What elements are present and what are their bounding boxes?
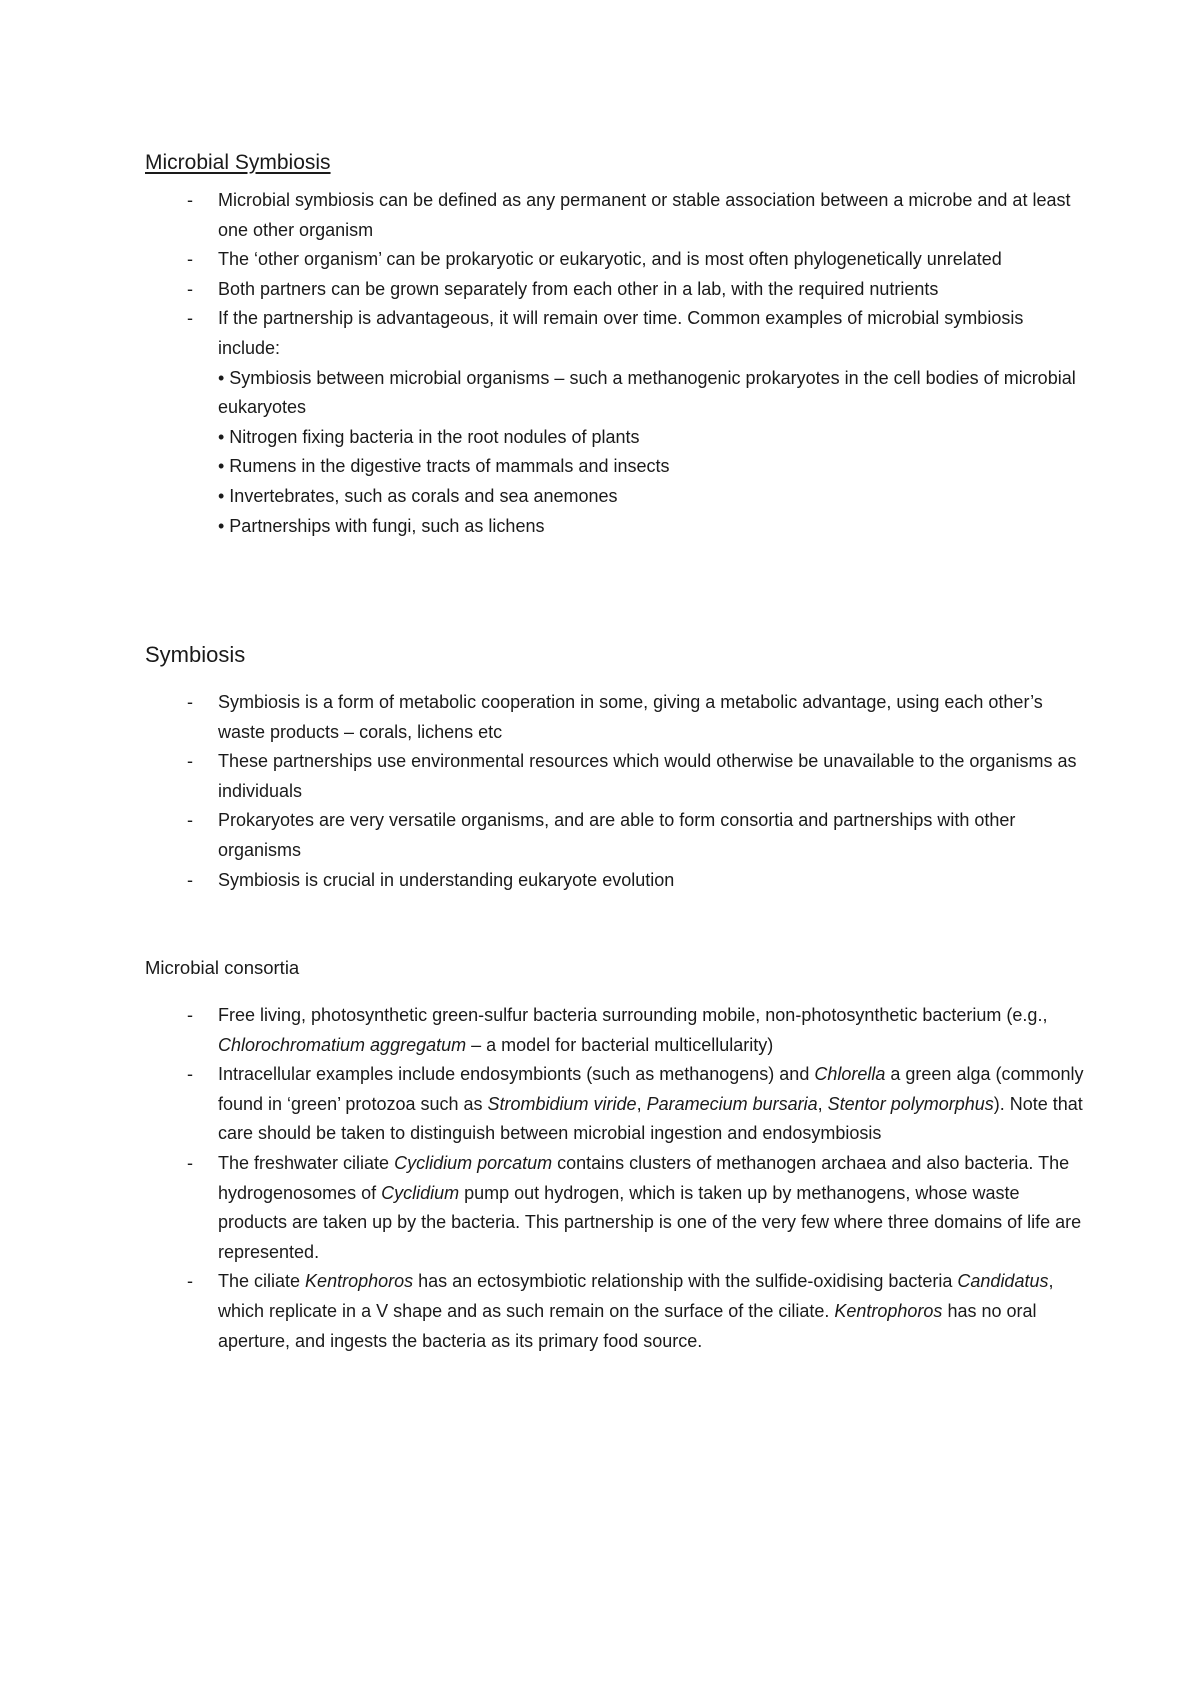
item-text: Prokaryotes are very versatile organisms, and are able to form consortia and partnerships with other organisms — [218, 810, 1016, 860]
list-item — [145, 1267, 1085, 1356]
dash-marker: - — [187, 692, 193, 712]
item-text: has an ectosymbiotic relationship with the sulfide-oxidising bacteria — [413, 1271, 958, 1292]
item-text: Both partners can be grown separately from each other in a lab, with the required nutrients — [218, 278, 939, 299]
item-text: Intracellular examples include endosymbionts (such as methanogens) and — [218, 1064, 815, 1085]
heading-symbiosis: Symbiosis — [145, 642, 246, 667]
dash-marker: - — [187, 249, 193, 270]
list-microbial-symbiosis — [145, 186, 1085, 541]
sub-bullet: • Nitrogen fixing bacteria in the root nodules of plants — [218, 426, 640, 447]
list-item — [145, 866, 1085, 896]
species-name: Cyclidium — [381, 1182, 460, 1203]
dash-marker: - — [187, 1064, 193, 1085]
heading-microbial-symbiosis: Microbial Symbiosis — [145, 151, 331, 174]
item-text: contains clusters of methanogen archaea and also bacteria. The hydrogenosomes of — [218, 1152, 1070, 1203]
dash-marker: - — [187, 810, 193, 831]
dash-marker: - — [187, 190, 193, 210]
section-microbial-symbiosis — [145, 148, 1085, 541]
item-text: The ‘other organism’ can be prokaryotic or eukaryotic, and is most often phylogenetically unrelated — [218, 249, 1002, 270]
item-text: The ciliate — [218, 1271, 306, 1292]
list-item — [145, 688, 1085, 747]
list-item — [145, 1149, 1085, 1267]
species-name: Candidatus — [957, 1271, 1049, 1292]
list-symbiosis — [145, 688, 1085, 895]
item-text: , — [817, 1093, 828, 1114]
list-item — [145, 1060, 1085, 1149]
sub-bullet: • Invertebrates, such as corals and sea anemones — [218, 485, 618, 506]
dash-marker: - — [187, 751, 193, 772]
dash-marker: - — [187, 278, 193, 299]
item-text: Symbiosis is crucial in understanding eukaryote evolution — [218, 869, 675, 890]
section-microbial-consortia — [145, 953, 1085, 1356]
list-item — [145, 245, 1085, 275]
dash-marker: - — [187, 1271, 193, 1292]
item-text: If the partnership is advantageous, it will remain over time. Common examples of microbial symbiosis include: — [218, 308, 1024, 358]
list-item — [145, 304, 1085, 541]
species-name: Paramecium bursaria — [646, 1093, 818, 1114]
item-text: , — [636, 1093, 647, 1114]
list-item — [145, 275, 1085, 305]
dash-marker: - — [187, 869, 193, 890]
species-name: Cyclidium porcatum — [394, 1152, 553, 1173]
item-text: – a model for bacterial multicellularity) — [466, 1034, 774, 1055]
list-item — [145, 747, 1085, 806]
dash-marker: - — [187, 1005, 193, 1025]
dash-marker: - — [187, 1152, 193, 1173]
item-text: a green alga (commonly found in ‘green’ protozoa such as — [218, 1064, 1084, 1114]
item-text: Microbial symbiosis can be defined as any permanent or stable association between a microbe and at least one other organism — [218, 190, 1071, 240]
sub-bullet: • Rumens in the digestive tracts of mammals and insects — [218, 456, 670, 477]
item-text: ). Note that care should be taken to distinguish between microbial ingestion and endosymbiosis — [218, 1093, 1083, 1144]
species-name: Chlorochromatium aggregatum — [218, 1034, 467, 1055]
heading-microbial-consortia: Microbial consortia — [145, 957, 300, 978]
list-item — [145, 186, 1085, 245]
item-text: pump out hydrogen, which is taken up by methanogens, whose waste products are taken up by the bacteria. This partnership is one of the very few where three domains of life are represented. — [218, 1182, 1082, 1262]
list-item — [145, 806, 1085, 865]
item-text: Free living, photosynthetic green-sulfur bacteria surrounding mobile, non-photosynthetic bacterium (e.g., — [218, 1005, 1048, 1025]
item-text: The freshwater ciliate — [218, 1152, 395, 1173]
sub-bullet: • Partnerships with fungi, such as lichens — [218, 515, 545, 536]
dash-marker: - — [187, 308, 193, 329]
section-symbiosis — [145, 640, 1085, 895]
item-text: These partnerships use environmental resources which would otherwise be unavailable to the organisms as individuals — [218, 751, 1077, 801]
item-text: has no oral aperture, and ingests the bacteria as its primary food source. — [218, 1300, 1037, 1351]
item-text: , which replicate in a V shape and as such remain on the surface of the ciliate. — [218, 1271, 1054, 1321]
list-microbial-consortia — [145, 1001, 1085, 1356]
list-item — [145, 1001, 1085, 1060]
sub-bullet: • Symbiosis between microbial organisms – such a methanogenic prokaryotes in the cell bodies of microbial eukaryotes — [218, 367, 1076, 418]
species-name: Strombidium viride — [487, 1093, 637, 1114]
species-name: Stentor polymorphus — [827, 1093, 994, 1114]
species-name: Kentrophoros — [305, 1271, 414, 1292]
species-name: Chlorella — [814, 1064, 886, 1085]
species-name: Kentrophoros — [834, 1300, 943, 1321]
item-text: Symbiosis is a form of metabolic cooperation in some, giving a metabolic advantage, using each other’s waste products – corals, lichens etc — [218, 692, 1043, 742]
